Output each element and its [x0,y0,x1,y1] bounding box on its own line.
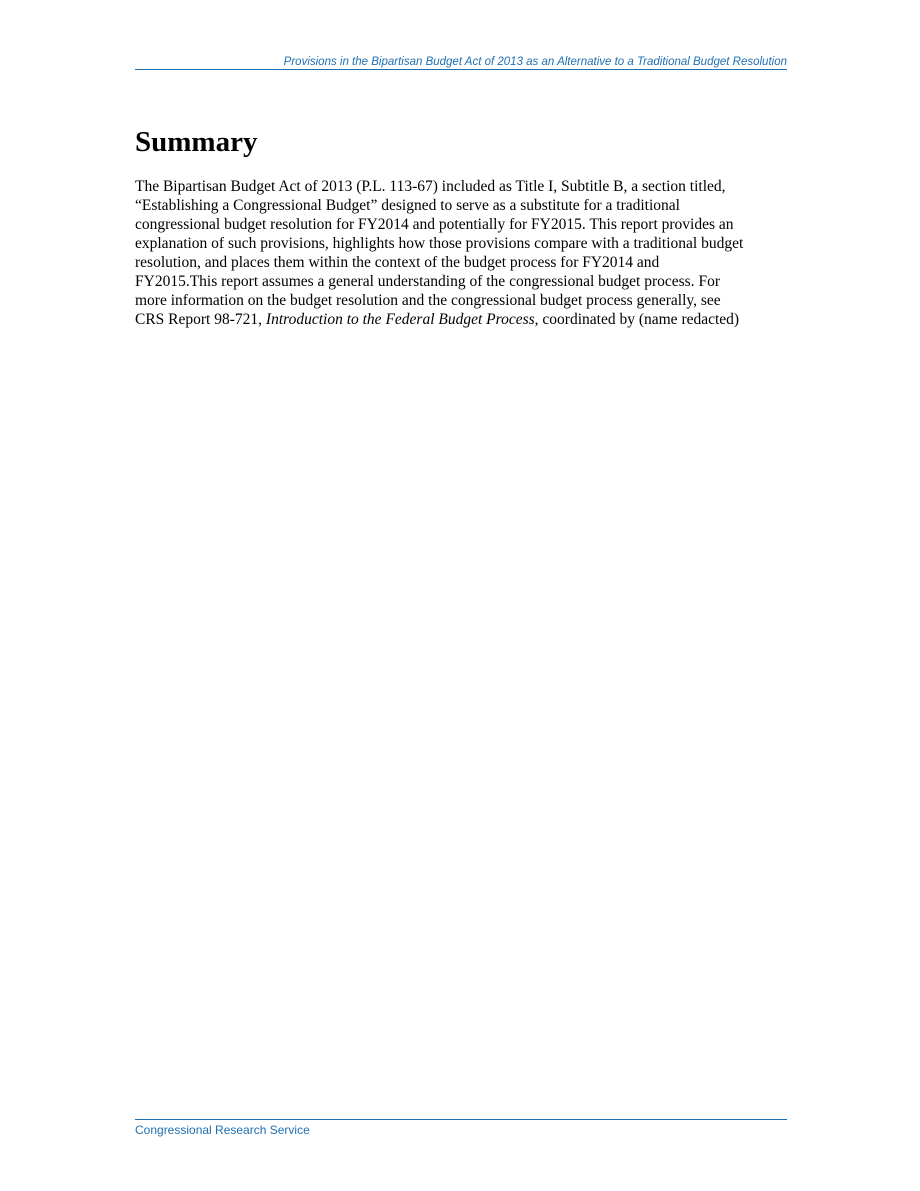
footer-organization: Congressional Research Service [135,1123,310,1137]
summary-line: The Bipartisan Budget Act of 2013 (P.L. 113-67) included as Title I, Subtitle B, a section titled, [135,178,726,195]
summary-line: explanation of such provisions, highlights how those provisions compare with a traditional budget [135,235,744,252]
summary-line: congressional budget resolution for FY2014 and potentially for FY2015. This report provides an [135,216,734,233]
summary-line: FY2015.This report assumes a general understanding of the congressional budget process. For [135,273,720,290]
summary-line: more information on the budget resolution and the congressional budget process generally, see [135,292,721,309]
summary-paragraph [135,177,795,329]
summary-line: “Establishing a Congressional Budget” designed to serve as a substitute for a traditional [135,197,680,214]
report-citation: CRS Report 98-721, [135,311,266,328]
running-header [135,52,787,70]
running-header-title: Provisions in the Bipartisan Budget Act of 2013 as an Alternative to a Traditional Budget Resolution [283,56,787,68]
summary-line: resolution, and places them within the context of the budget process for FY2014 and [135,254,660,271]
footer-divider [135,1119,787,1120]
report-title-italic: Introduction to the Federal Budget Process [265,311,535,328]
summary-heading: Summary [135,126,258,158]
summary-last-line [135,310,795,329]
report-coordinator: , coordinated by (name redacted) [534,311,740,328]
